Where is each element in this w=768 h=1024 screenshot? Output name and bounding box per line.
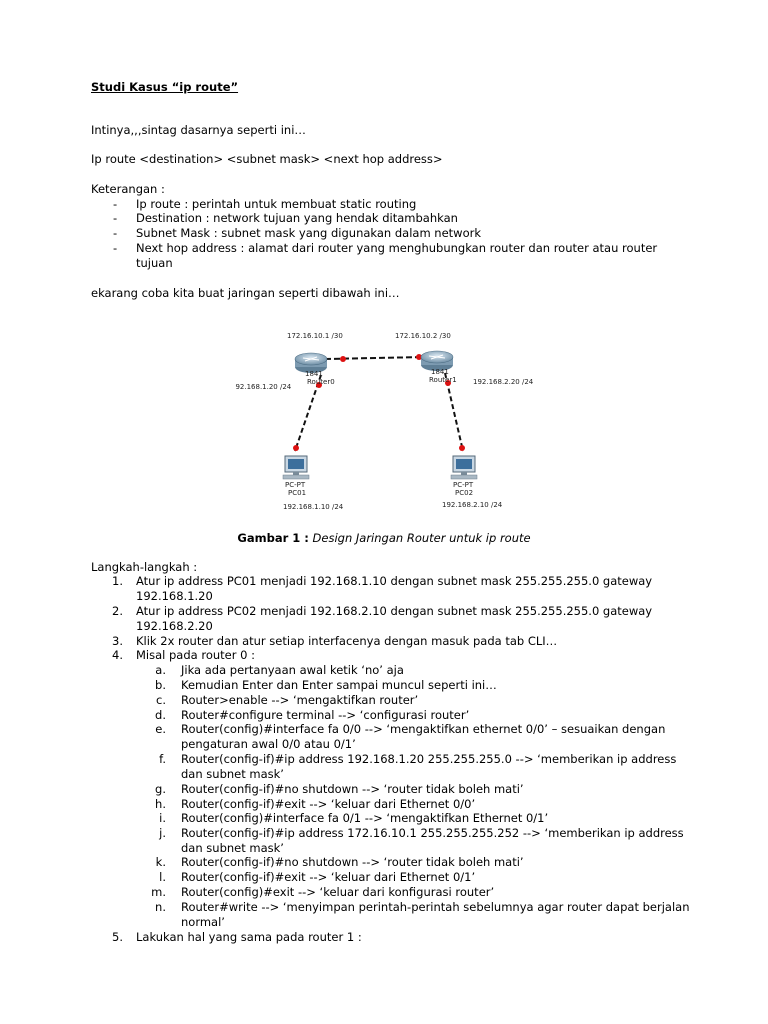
figure-caption-label: Gambar 1 : <box>237 531 309 545</box>
keterangan-item: Ip route : perintah untuk membuat static routing <box>136 197 417 211</box>
intro-text: Intinya,,,sintag dasarnya seperti ini… <box>91 123 306 137</box>
keterangan-item: Next hop address : alamat dari router yang menghubungkan router dan router atau router <box>136 241 658 255</box>
substep-text: Jika ada pertanyaan awal ketik ‘no’ aja <box>181 663 404 677</box>
pc1-computer-icon <box>451 456 477 479</box>
substep-text: Router(config-if)#no shutdown --> ‘router tidak boleh mati’ <box>181 782 524 796</box>
step-number: 3. <box>112 634 123 648</box>
substep-text: Router(config-if)#ip address 192.168.1.20 255.255.255.0 --> ‘memberikan ip address <box>181 752 677 766</box>
pc0-type-label: PC-PT <box>285 481 306 489</box>
substep-letter: l. <box>159 870 166 884</box>
substep-text-continued: pengaturan awal 0/0 atau 0/1’ <box>181 737 356 751</box>
figure-caption-text: Design Jaringan Router untuk ip route <box>312 531 531 545</box>
substep-text: Router(config)#exit --> ‘keluar dari konfigurasi router’ <box>181 885 495 899</box>
step-text: Klik 2x router dan atur setiap interfacenya dengan masuk pada tab CLI… <box>136 634 558 648</box>
substep-text: Router>enable --> ‘mengaktifkan router’ <box>181 693 419 707</box>
step-number: 5. <box>112 930 123 944</box>
link-status-dot <box>293 445 299 451</box>
link-r1-ip-label: 172.16.10.2 /30 <box>395 332 451 340</box>
pc1-type-label: PC-PT <box>453 481 474 489</box>
router0-lan-ip-label: 192.168.1.20 /24 <box>235 383 292 391</box>
step-text: Atur ip address PC01 menjadi 192.168.1.10 dengan subnet mask 255.255.255.0 gateway <box>136 574 653 588</box>
step-text: Misal pada router 0 : <box>136 648 255 662</box>
substep-text: Router#configure terminal --> ‘configurasi router’ <box>181 708 470 722</box>
substep-letter: e. <box>155 722 166 736</box>
network-diagram-svg <box>235 323 560 515</box>
bullet-dash: - <box>113 211 118 225</box>
substep-letter: k. <box>155 855 166 869</box>
link-status-dot <box>459 445 465 451</box>
substep-text-continued: normal’ <box>181 915 225 929</box>
syntax-text: Ip route <destination> <subnet mask> <next hop address> <box>91 152 443 166</box>
pc1-ip-label: 192.168.2.10 /24 <box>442 501 503 509</box>
substep-text-continued: dan subnet mask’ <box>181 841 284 855</box>
router1-lan-ip-label: 192.168.2.20 /24 <box>473 378 534 386</box>
figure-caption <box>0 531 768 545</box>
substep-letter: j. <box>159 826 166 840</box>
substep-text: Router(config-if)#exit --> ‘keluar dari Ethernet 0/1’ <box>181 870 476 884</box>
substep-letter: i. <box>159 811 166 825</box>
bullet-dash: - <box>113 197 118 211</box>
pc0-name-label: PC01 <box>288 489 307 497</box>
substep-letter: m. <box>151 885 166 899</box>
router0-model-label: 1841 <box>305 370 323 378</box>
keterangan-item: Destination : network tujuan yang hendak ditambahkan <box>136 211 458 225</box>
step-number: 1. <box>112 574 123 588</box>
link-status-dot <box>340 356 346 362</box>
step-number: 4. <box>112 648 123 662</box>
link-r0-ip-label: 172.16.10.1 /30 <box>287 332 343 340</box>
substep-letter: g. <box>155 782 166 796</box>
network-diagram <box>235 323 560 515</box>
lead-in-text: ekarang coba kita buat jaringan seperti dibawah ini… <box>91 286 400 300</box>
substep-letter: h. <box>155 797 166 811</box>
substep-letter: d. <box>155 708 166 722</box>
step-text-continued: 192.168.2.20 <box>136 619 213 633</box>
router1-model-label: 1841 <box>431 368 449 376</box>
step-text: Atur ip address PC02 menjadi 192.168.2.10 dengan subnet mask 255.255.255.0 gateway <box>136 604 653 618</box>
substep-text: Router(config-if)#no shutdown --> ‘router tidak boleh mati’ <box>181 855 524 869</box>
step-text-continued: 192.168.1.20 <box>136 589 213 603</box>
substep-letter: f. <box>159 752 166 766</box>
pc0-computer-icon <box>283 456 309 479</box>
substep-letter: c. <box>156 693 166 707</box>
substep-text: Router(config-if)#ip address 172.16.10.1 255.255.255.252 --> ‘memberikan ip address <box>181 826 684 840</box>
bullet-dash: - <box>113 241 118 255</box>
router1-name-label: Router1 <box>429 376 457 384</box>
substep-letter: a. <box>155 663 166 677</box>
substep-text: Kemudian Enter dan Enter sampai muncul seperti ini… <box>181 678 497 692</box>
substep-text: Router(config-if)#exit --> ‘keluar dari Ethernet 0/0’ <box>181 797 476 811</box>
router0-name-label: Router0 <box>307 378 335 386</box>
keterangan-item-continued: tujuan <box>136 256 173 270</box>
substep-text: Router(config)#interface fa 0/0 --> ‘mengaktifkan ethernet 0/0’ – sesuaikan dengan <box>181 722 666 736</box>
step-text: Lakukan hal yang sama pada router 1 : <box>136 930 362 944</box>
steps-heading: Langkah-langkah : <box>91 560 198 574</box>
substep-letter: n. <box>155 900 166 914</box>
keterangan-heading: Keterangan : <box>91 182 165 196</box>
substep-text: Router(config)#interface fa 0/1 --> ‘mengaktifkan Ethernet 0/1’ <box>181 811 549 825</box>
document-title: Studi Kasus “ip route” <box>91 80 239 94</box>
bullet-dash: - <box>113 226 118 240</box>
router-link-line <box>325 357 425 359</box>
step-number: 2. <box>112 604 123 618</box>
keterangan-item: Subnet Mask : subnet mask yang digunakan dalam network <box>136 226 481 240</box>
substep-letter: b. <box>155 678 166 692</box>
substep-text-continued: dan subnet mask’ <box>181 767 284 781</box>
pc0-ip-label: 192.168.1.10 /24 <box>283 503 344 511</box>
pc1-name-label: PC02 <box>455 489 474 497</box>
substep-text: Router#write --> ‘menyimpan perintah-perintah sebelumnya agar router dapat berjalan <box>181 900 690 914</box>
